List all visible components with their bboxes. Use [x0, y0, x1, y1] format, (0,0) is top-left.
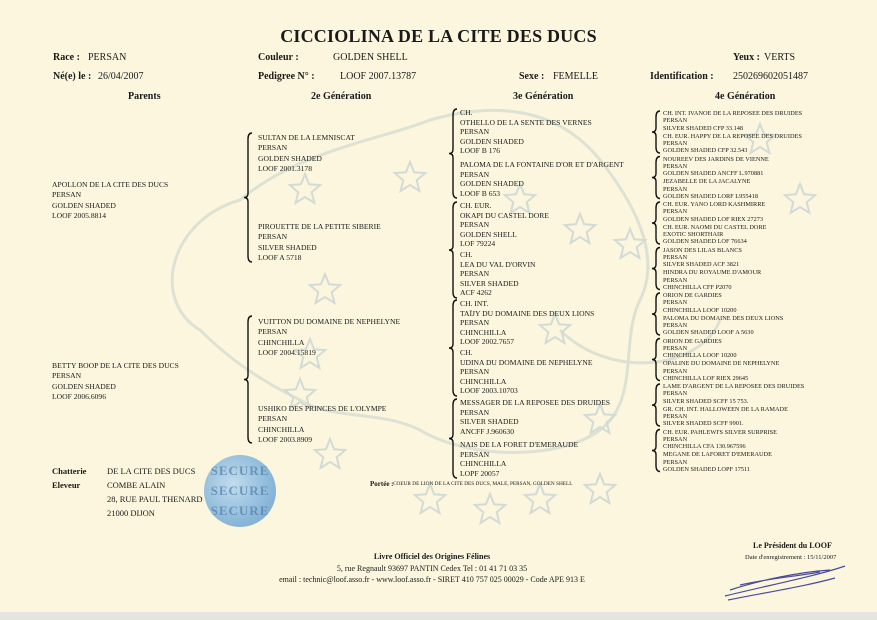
star-watermark-icon [310, 274, 340, 303]
pedigree-line: SULTAN DE LA LEMNISCAT [258, 133, 355, 142]
pedigree-line: PERSAN [460, 269, 490, 279]
bracket-icon [652, 248, 660, 290]
pedigree-line: JASON DES LILAS BLANCS [663, 246, 742, 254]
pedigree-line: PERSAN [258, 232, 288, 242]
pedigree-line: CHINCHILLA CFF P2070 [663, 283, 732, 291]
gen3-ancestor [460, 250, 536, 298]
pedigree-line: PALOMA DU DOMAINE DES DEUX LIONS [663, 314, 784, 322]
pedigree-line: LOOF 2003.8909 [258, 435, 313, 445]
pedigree-line: CHINCHILLA LOOF 10200 [663, 306, 737, 314]
pedigree-line: CHINCHILLA [258, 424, 305, 434]
pedigree-line: LOOF 2005.8814 [52, 211, 107, 221]
pedigree-line: LOF 79224 [460, 239, 496, 249]
pedigree-line: LOOF 2006.6096 [52, 392, 107, 402]
pedigree-line: PERSAN [258, 327, 288, 337]
gen3-ancestor [460, 108, 592, 156]
pedigree-line: OPALINE DU DOMAINE DE NEPHELYNE [663, 360, 780, 368]
pedigree-line: GOLDEN SHADED LORF L955418 [663, 192, 758, 200]
footer-address: 5, rue Regnault 93697 PANTIN Cedex Tel : 01 41 71 03 35 [336, 564, 528, 573]
gen2-ancestor [258, 133, 355, 175]
gen4-ancestor [663, 383, 804, 405]
bracket-icon [244, 133, 252, 262]
seal-text: SECURE [210, 483, 270, 498]
pedigree-line: OTHELLO DE LA SENTE DES VERNES [460, 117, 592, 127]
birth-value: 26/04/2007 [98, 71, 144, 82]
parent-sire [52, 180, 168, 222]
pedigree-line: PERSAN [460, 127, 490, 137]
pedigree-line: CH. [460, 250, 473, 259]
pedigree-line: PERSAN [460, 367, 490, 377]
gen4-ancestor [663, 178, 758, 200]
star-watermark-icon [615, 229, 645, 258]
president-title: Le Président du LOOF [753, 541, 832, 550]
couleur-value: GOLDEN SHELL [333, 52, 408, 63]
couleur-label: Couleur : [258, 52, 299, 63]
gen4-ancestor [663, 201, 765, 223]
bracket-icon [652, 384, 660, 426]
pedigree-line: GOLDEN SHADED CFP 32.543 [663, 147, 748, 155]
pedigree-line: LOOF A 5718 [258, 253, 302, 263]
gen4-ancestor [663, 451, 772, 473]
bracket-icon [449, 202, 457, 298]
gen2-ancestor [258, 222, 381, 264]
pedigree-line: PIROUETTE DE LA PETITE SIBERIE [258, 222, 381, 231]
footer-contact: email : technic@loof.asso.fr - www.loof.asso.fr - SIRET 410 757 025 00029 - Code APE 913 E [279, 575, 585, 584]
pedigree-line: PALOMA DE LA FONTAINE D'OR ET D'ARGENT [460, 160, 624, 169]
pedigree-line: CH. INT. IVANOE DE LA REPOSEE DES DRUIDES [663, 110, 803, 117]
pedigree-line: LOOF 2002.7657 [460, 337, 515, 347]
pedigree-line: NOUREEV DES JARDINS DE VIENNE [663, 155, 769, 163]
seal-text: SECURE [210, 503, 270, 518]
bracket-icon [449, 109, 457, 198]
pedigree-line: GOLDEN SHADED [52, 200, 116, 210]
pedigree-line: HINDRA DU ROYAUME D'AMOUR [663, 269, 762, 277]
pedigree-value: LOOF 2007.13787 [340, 71, 417, 82]
sexe-value: FEMELLE [553, 71, 598, 82]
pedigree-line: GOLDEN SHADED LOF 76634 [663, 238, 747, 246]
pedigree-line: SILVER SHADED [460, 417, 519, 427]
bracket-icon [244, 316, 252, 443]
bracket-icon [652, 157, 660, 199]
pedigree-line: TAÏJY DU DOMAINE DES DEUX LIONS [460, 308, 595, 318]
pedigree-line: PERSAN [52, 371, 82, 381]
column-header-gen2: 2e Génération [311, 91, 372, 102]
pedigree-line: PERSAN [460, 169, 490, 179]
pedigree-line: GOLDEN SHADED LOF RIEX 27273 [663, 215, 764, 223]
pedigree-line: MESSAGER DE LA REPOSEE DES DRUIDES [460, 398, 610, 407]
pedigree-line: GOLDEN SHADED LOOF A 5630 [663, 329, 754, 337]
pedigree-line: NAIS DE LA FORET D'EMERAUDE [460, 440, 579, 449]
pedigree-line: CH. EUR. NAOMI DU CASTEL DORE [663, 223, 767, 231]
pedigree-line: GOLDEN SHADED [460, 179, 524, 189]
pedigree-line: SILVER SHADED ACF 3821 [663, 261, 740, 269]
pedigree-line: SILVER SHADED CFP 33.148 [663, 124, 744, 132]
seal-text: SECURE [210, 463, 270, 478]
pedigree-line: CH. EUR. [460, 201, 492, 210]
pedigree-line: CHINCHILLA LOF RIEX 29645 [663, 374, 749, 382]
gen3-ancestor [460, 398, 610, 436]
pedigree-line: CHINCHILLA CFA 130.967596 [663, 443, 746, 451]
pedigree-line: PERSAN [663, 458, 688, 466]
gen4-ancestor [663, 247, 742, 269]
gen4-ancestor [663, 133, 802, 155]
star-watermark-icon [785, 184, 815, 213]
pedigree-line: ACF 4262 [460, 288, 492, 298]
pedigree-line: SILVER SHADED [460, 278, 519, 288]
star-watermark-icon [475, 494, 505, 523]
gen3-ancestor [460, 440, 578, 478]
pedigree-line: CHINCHILLA [460, 327, 507, 337]
gen3-ancestor [460, 160, 624, 198]
gen3-ancestor [460, 201, 549, 249]
pedigree-line: JEZABELLE DE LA JACALYNE [663, 178, 751, 186]
pedigree-line: SILVER SHADED SCFF 15 753. [663, 397, 749, 405]
bracket-icon [449, 300, 457, 396]
column-header-gen3: 3e Génération [513, 91, 574, 102]
pedigree-line: SILVER SHADED [258, 242, 317, 252]
bracket-icon [652, 293, 660, 335]
pedigree-line: PERSAN [52, 190, 82, 200]
pedigree-line: PERSAN [258, 143, 288, 153]
pedigree-line: LOOF B 653 [460, 188, 501, 198]
bracket-icon [652, 111, 660, 153]
pedigree-line: UDINA DU DOMAINE DE NEPHELYNE [460, 357, 593, 367]
pedigree-line: APOLLON DE LA CITE DES DUCS [52, 180, 169, 189]
pedigree-line: GOLDEN SHELL [460, 229, 517, 239]
gen4-ancestor [663, 315, 783, 337]
pedigree-line: PERSAN [460, 407, 490, 417]
registration-date: Date d'enregistrement : 15/11/2007 [745, 554, 837, 561]
pedigree-line: ORION DE GARDIES [663, 337, 722, 345]
pedigree-line: BETTY BOOP DE LA CITE DES DUCS [52, 361, 179, 370]
pedigree-line: PERSAN [663, 413, 688, 420]
pedigree-line: PERSAN [663, 435, 688, 443]
birth-label: Né(e) le : [53, 71, 92, 82]
parent-dam [52, 361, 179, 403]
gen3-ancestor [460, 348, 593, 396]
column-header-gen4: 4e Génération [715, 91, 776, 102]
pedigree-line: LOOF B 176 [460, 146, 501, 156]
pedigree-line: PERSAN [663, 208, 688, 216]
footer-org: Livre Officiel des Origines Félines [373, 552, 491, 561]
eleveur-label: Eleveur [52, 480, 81, 490]
gen4-ancestor [663, 406, 788, 428]
pedigree-line: GOLDEN SHADED [52, 381, 116, 391]
star-watermark-icon [395, 162, 425, 191]
star-watermark-icon [415, 484, 445, 513]
gen3-ancestor [460, 299, 594, 347]
pedigree-line: GR. CH. INT. HALLOWEEN DE LA RAMADE [663, 405, 788, 413]
column-header-parents: Parents [128, 91, 161, 102]
pedigree-line: CH. EUR. PAHLEWI'S SILVER SURPRISE [663, 428, 778, 436]
pedigree-line: PERSAN [663, 322, 688, 329]
pedigree-line: GOLDEN SHADED ANCFF L.970881 [663, 170, 764, 178]
pedigree-line: CHINCHILLA [460, 376, 507, 386]
yeux-value: VERTS [764, 52, 796, 63]
pedigree-line: MEGANE DE LAFORET D'EMERAUDE [663, 451, 772, 459]
pedigree-line: PERSAN [663, 367, 688, 375]
gen4-ancestor [663, 292, 736, 314]
gen4-ancestor [663, 224, 767, 246]
pedigree-line: PERSAN [460, 449, 490, 459]
pedigree-line: CH. [460, 348, 473, 357]
pedigree-line: VUITTON DU DOMAINE DE NEPHELYNE [258, 317, 401, 326]
pedigree-line: PERSAN [663, 140, 688, 147]
pedigree-line: LOOF 2004.15819 [258, 348, 316, 358]
cat-name-title: CICCIOLINA DE LA CITE DES DUCS [280, 26, 597, 46]
star-watermark-icon [565, 214, 595, 243]
security-hologram-seal [204, 455, 276, 527]
identification-value: 250269602051487 [733, 71, 808, 82]
pedigree-line: CHINCHILLA LOOF 10200 [663, 352, 737, 360]
pedigree-line: OKAPI DU CASTEL DORE [460, 210, 549, 220]
pedigree-line: USHIKO DES PRINCES DE L'OLYMPE [258, 404, 387, 413]
star-watermark-icon [290, 174, 320, 203]
race-value: PERSAN [88, 52, 127, 63]
gen4-ancestor [663, 429, 777, 451]
star-watermark-icon [525, 484, 555, 513]
pedigree-line: PERSAN [663, 162, 688, 170]
portee-value: COEUR DE LION DE LA CITE DES DUCS, MALE, PERSAN, GOLDEN SHELL [393, 481, 573, 487]
pedigree-line: LEA DU VAL D'ORVIN [460, 259, 536, 269]
pedigree-line: GOLDEN SHADED LOPF 17511 [663, 465, 751, 473]
chatterie-label: Chatterie [52, 466, 87, 476]
star-watermark-icon [585, 474, 615, 503]
pedigree-line: PERSAN [663, 185, 688, 193]
bracket-icon [652, 430, 660, 472]
gen4-ancestor [663, 360, 779, 382]
gen2-ancestor [258, 404, 386, 446]
pedigree-line: PERSAN [663, 299, 688, 307]
pedigree-line: PERSAN [663, 117, 688, 125]
pedigree-line: PERSAN [663, 276, 688, 284]
gen4-ancestor [663, 110, 802, 132]
pedigree-line: LOOF 2003.10703 [460, 386, 518, 396]
pedigree-line: PERSAN [663, 253, 688, 261]
pedigree-line: CH. EUR. HAPPY DE LA REPOSEE DES DRUIDES [663, 132, 802, 140]
bracket-icon [449, 399, 457, 478]
eleveur-value: COMBE ALAIN [107, 480, 166, 490]
gen4-ancestor [663, 269, 761, 291]
bracket-icon [652, 339, 660, 381]
sexe-label: Sexe : [519, 71, 545, 82]
pedigree-line: PERSAN [460, 220, 490, 230]
pedigree-line: PERSAN [663, 390, 688, 398]
pedigree-line: PERSAN [460, 318, 490, 328]
pedigree-line: CH. INT. [460, 299, 489, 308]
scan-edge [0, 612, 877, 620]
pedigree-line: CHINCHILLA [460, 459, 507, 469]
identification-label: Identification : [650, 71, 714, 82]
pedigree-line: SILVER SHADED SCFF 9901. [663, 420, 744, 428]
pedigree-line: ANCFF J.960630 [460, 426, 515, 436]
yeux-label: Yeux : [733, 52, 760, 63]
portee-label: Portée : [370, 480, 394, 488]
bracket-icon [652, 202, 660, 244]
gen4-ancestor [663, 156, 769, 178]
address-line-2: 21000 DIJON [107, 508, 155, 518]
gen4-ancestor [663, 338, 736, 360]
pedigree-line: CH. EUR. YANO LORD KASHMIRRE [663, 201, 766, 208]
pedigree-line: GOLDEN SHADED [460, 136, 524, 146]
pedigree-line: CH. [460, 108, 473, 117]
pedigree-line: EXOTIC SHORTHAIR [663, 231, 724, 238]
pedigree-line: LAME D'ARGENT DE LA REPOSEE DES DRUIDES [663, 383, 805, 390]
pedigree-line: PERSAN [258, 414, 288, 424]
pedigree-line: GOLDEN SHADED [258, 153, 322, 163]
pedigree-line: LOPF 20057 [460, 468, 500, 478]
pedigree-line: ORION DE GARDIES [663, 292, 722, 299]
pedigree-label: Pedigree N° : [258, 71, 315, 82]
pedigree-line: PERSAN [663, 344, 688, 352]
gen2-ancestor [258, 317, 400, 359]
chatterie-value: DE LA CITE DES DUCS [107, 466, 196, 476]
pedigree-line: CHINCHILLA [258, 337, 305, 347]
pedigree-line: LOOF 2001.3178 [258, 164, 313, 174]
race-label: Race : [53, 52, 80, 63]
address-line-1: 28, RUE PAUL THENARD [107, 494, 203, 504]
